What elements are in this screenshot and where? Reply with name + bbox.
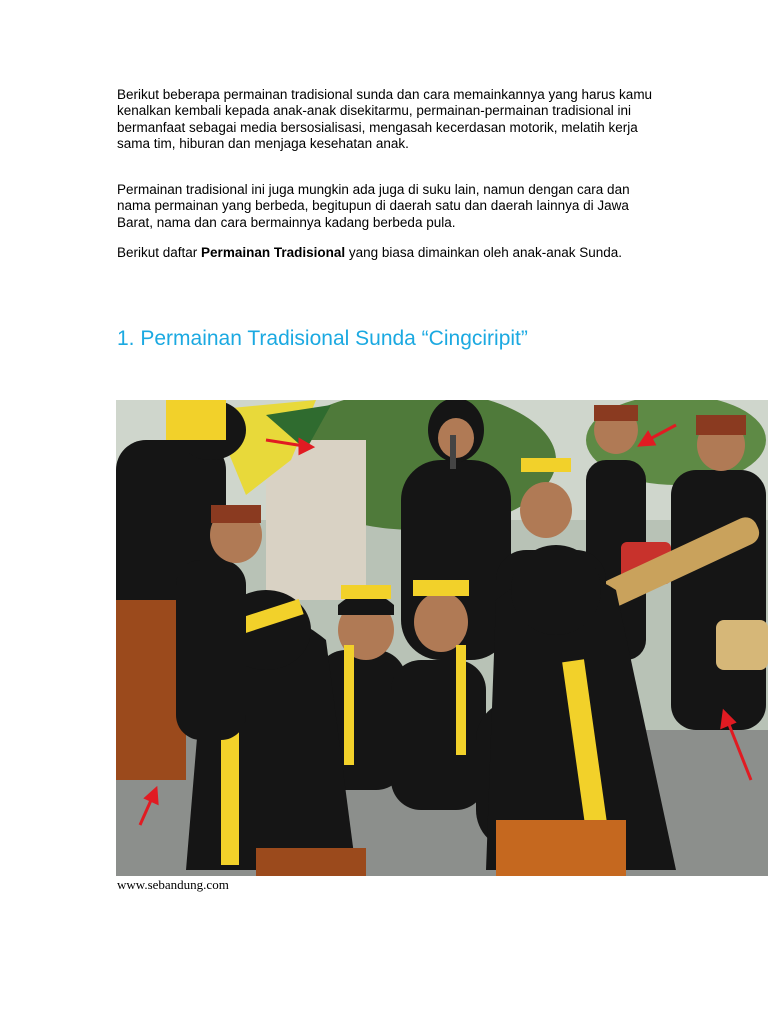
intro-paragraph-3: [117, 245, 657, 261]
girl-2-face: [414, 592, 468, 652]
adult-left-scarf: [166, 400, 226, 440]
photo-illustration: [116, 400, 768, 876]
boy-right-headcloth: [696, 415, 746, 435]
intro-p3-bold-term: Permainan Tradisional: [201, 245, 346, 260]
section-heading: 1. Permainan Tradisional Sunda “Cingciripit”: [117, 327, 528, 350]
batik-sarong-left: [116, 600, 186, 780]
intro-p3-text-end: yang biasa dimainkan oleh anak-anak Sunda.: [345, 245, 623, 260]
batik-skirt-front-right: [496, 820, 626, 876]
boy-1-headcloth: [594, 405, 638, 421]
bamboo-tube: [716, 620, 768, 670]
boy-seated-left: [176, 560, 246, 740]
intro-paragraph-2: Permainan tradisional ini juga mungkin ada juga di suku lain, namun dengan cara dan nama permainan yang berbeda, begitupun di daerah satu dan daerah lainnya di Jawa Barat, nama dan cara bermainnya kadang berbeda pula.: [117, 182, 630, 230]
girl-1-yellow-scarf: [344, 645, 354, 765]
girl-3-face: [520, 482, 572, 538]
girl-seated-2: [391, 660, 486, 810]
intro-paragraph-1: Berikut beberapa permainan tradisional sunda dan cara memainkannya yang harus kamu kenalkan kembali kepada anak-anak disekitarmu, permainan-permainan tradisional ini bermanfaat sebagai media bersosialisasi, mengasah kecerdasan motorik, melatih kerja sama tim, hiburan dan menjaga kesehatan anak.: [117, 87, 653, 151]
photo-caption: www.sebandung.com: [117, 877, 229, 892]
microphone: [450, 435, 456, 469]
batik-skirt-front-left: [256, 848, 366, 876]
intro-p3-text-start: Berikut daftar: [117, 245, 202, 260]
girl-2-yellow-band: [413, 580, 469, 596]
boy-standing-right: [671, 470, 766, 730]
girl-2-yellow-scarf: [456, 645, 466, 755]
boy-seated-left-headcloth: [211, 505, 261, 523]
cingciripit-photo: [116, 400, 768, 876]
girl-1-yellow-band: [341, 585, 391, 599]
girl-3-yellow-band: [521, 458, 571, 472]
girl-front-right-hair: [511, 545, 601, 635]
